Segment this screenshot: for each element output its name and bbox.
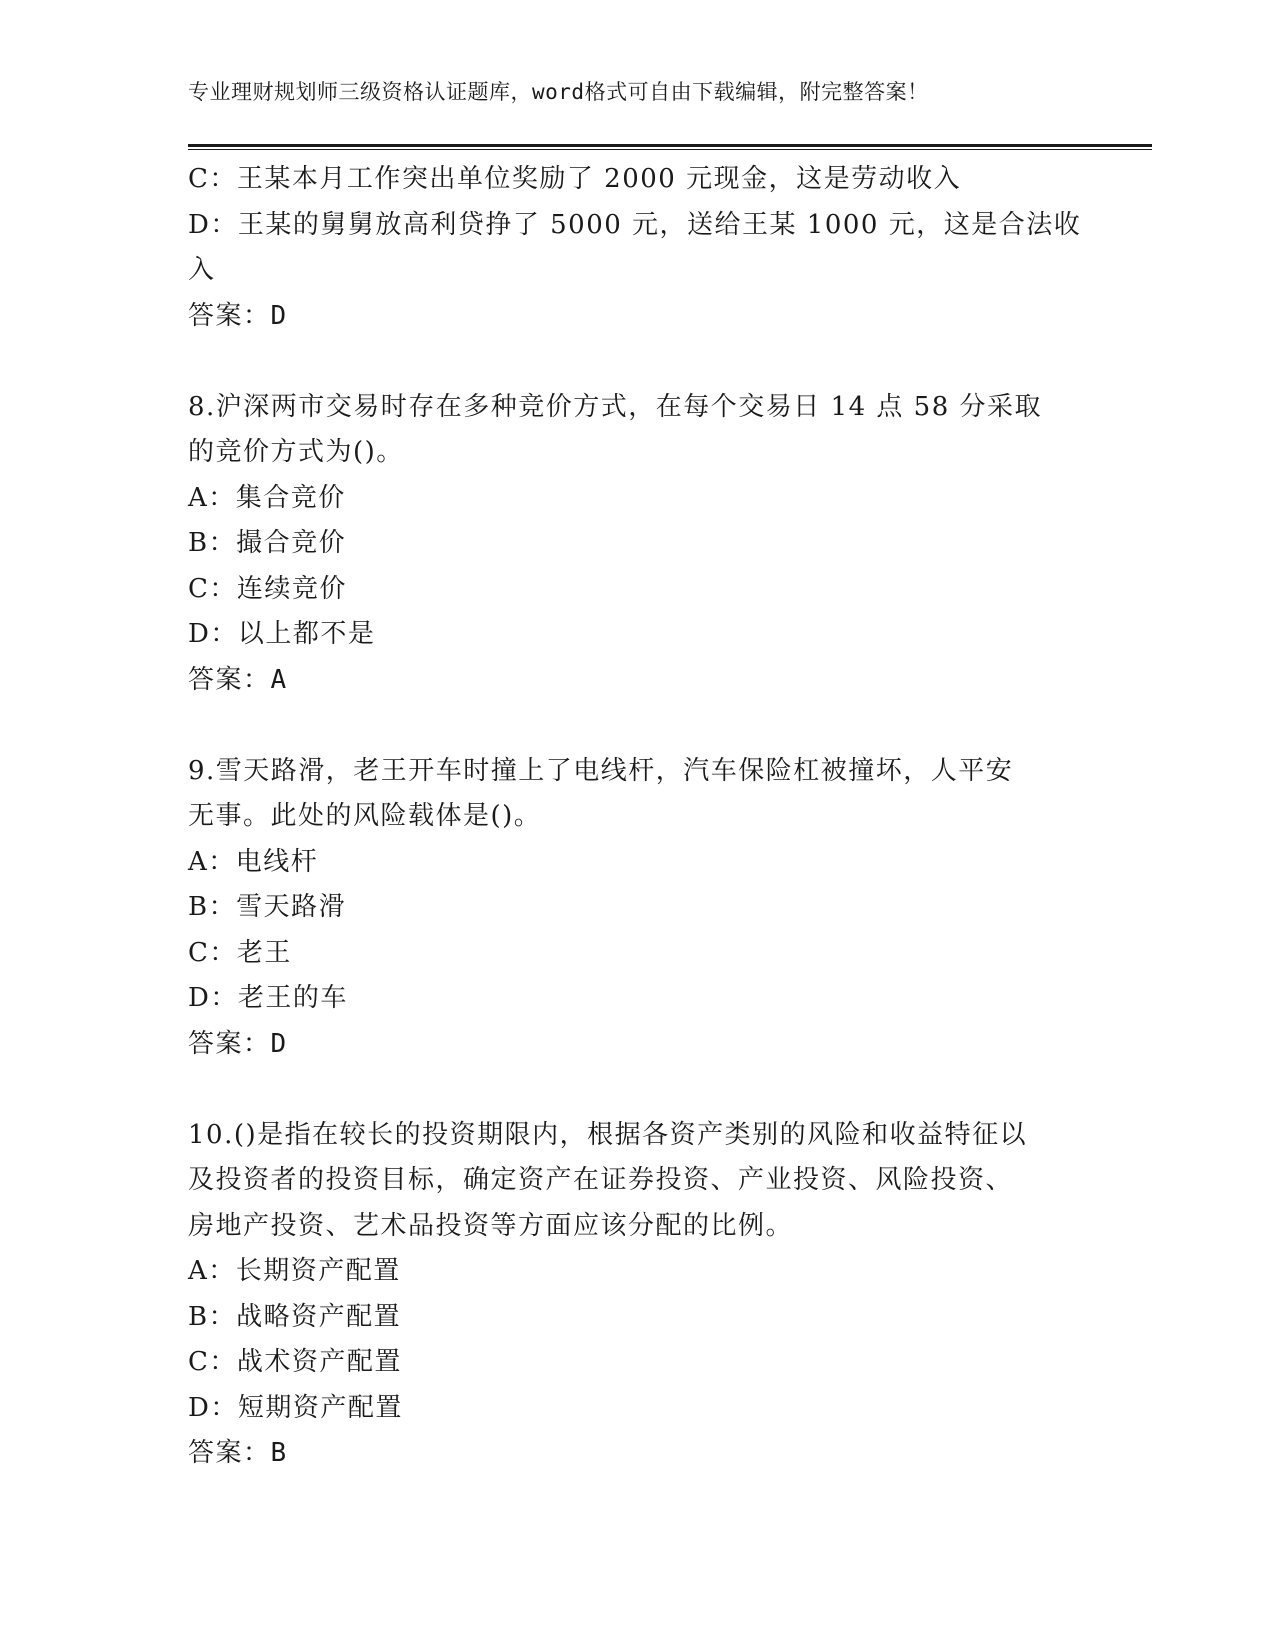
spacer [188, 1067, 1088, 1113]
question-stem: 8.沪深两市交易时存在多种竞价方式，在每个交易日 14 点 58 分采取 [188, 391, 1043, 422]
header-divider [188, 144, 1152, 150]
answer-line: 答案：D [188, 1028, 288, 1059]
option-line: D：以上都不是 [188, 619, 376, 649]
spacer [188, 703, 1088, 749]
spacer [188, 339, 1088, 385]
option-line: C：战术资产配置 [188, 1347, 402, 1377]
option-line: C：王某本月工作突出单位奖励了 2000 元现金，这是劳动收入 [188, 164, 962, 194]
question-block-8 [188, 385, 1088, 704]
option-line: C：连续竞价 [188, 573, 347, 604]
option-line: B：雪天路滑 [188, 892, 347, 922]
option-line: 入 [188, 255, 216, 285]
question-stem: 10.()是指在较长的投资期限内，根据各资产类别的风险和收益特征以 [188, 1119, 1028, 1150]
option-line: A：集合竞价 [188, 482, 346, 513]
question-stem: 房地产投资、艺术品投资等方面应该分配的比例。 [188, 1210, 794, 1241]
previous-question-block [188, 157, 1088, 339]
option-line: D：老王的车 [188, 983, 348, 1013]
question-stem: 9.雪天路滑，老王开车时撞上了电线杆，汽车保险杠被撞坏，人平安 [188, 755, 1014, 786]
question-block-9 [188, 749, 1088, 1068]
answer-line: 答案：D [188, 300, 288, 331]
question-block-10 [188, 1113, 1088, 1477]
option-line: A：电线杆 [188, 846, 319, 877]
answer-line: 答案：B [188, 1438, 288, 1468]
page-header: 专业理财规划师三级资格认证题库，word格式可自由下载编辑，附完整答案！ [188, 80, 929, 104]
option-line: B：撮合竞价 [188, 528, 347, 558]
option-line: D：王某的舅舅放高利贷挣了 5000 元，送给王某 1000 元，这是合法收 [188, 209, 1082, 240]
question-stem: 无事。此处的风险载体是()。 [188, 801, 542, 831]
option-line: D：短期资产配置 [188, 1392, 403, 1423]
question-stem: 及投资者的投资目标，确定资产在证券投资、产业投资、风险投资、 [188, 1165, 1014, 1195]
option-line: A：长期资产配置 [188, 1256, 401, 1286]
option-line: C：老王 [188, 937, 292, 968]
answer-line: 答案：A [188, 664, 288, 695]
question-stem: 的竞价方式为()。 [188, 437, 404, 467]
question-content [188, 157, 1088, 1477]
option-line: B：战略资产配置 [188, 1301, 402, 1332]
